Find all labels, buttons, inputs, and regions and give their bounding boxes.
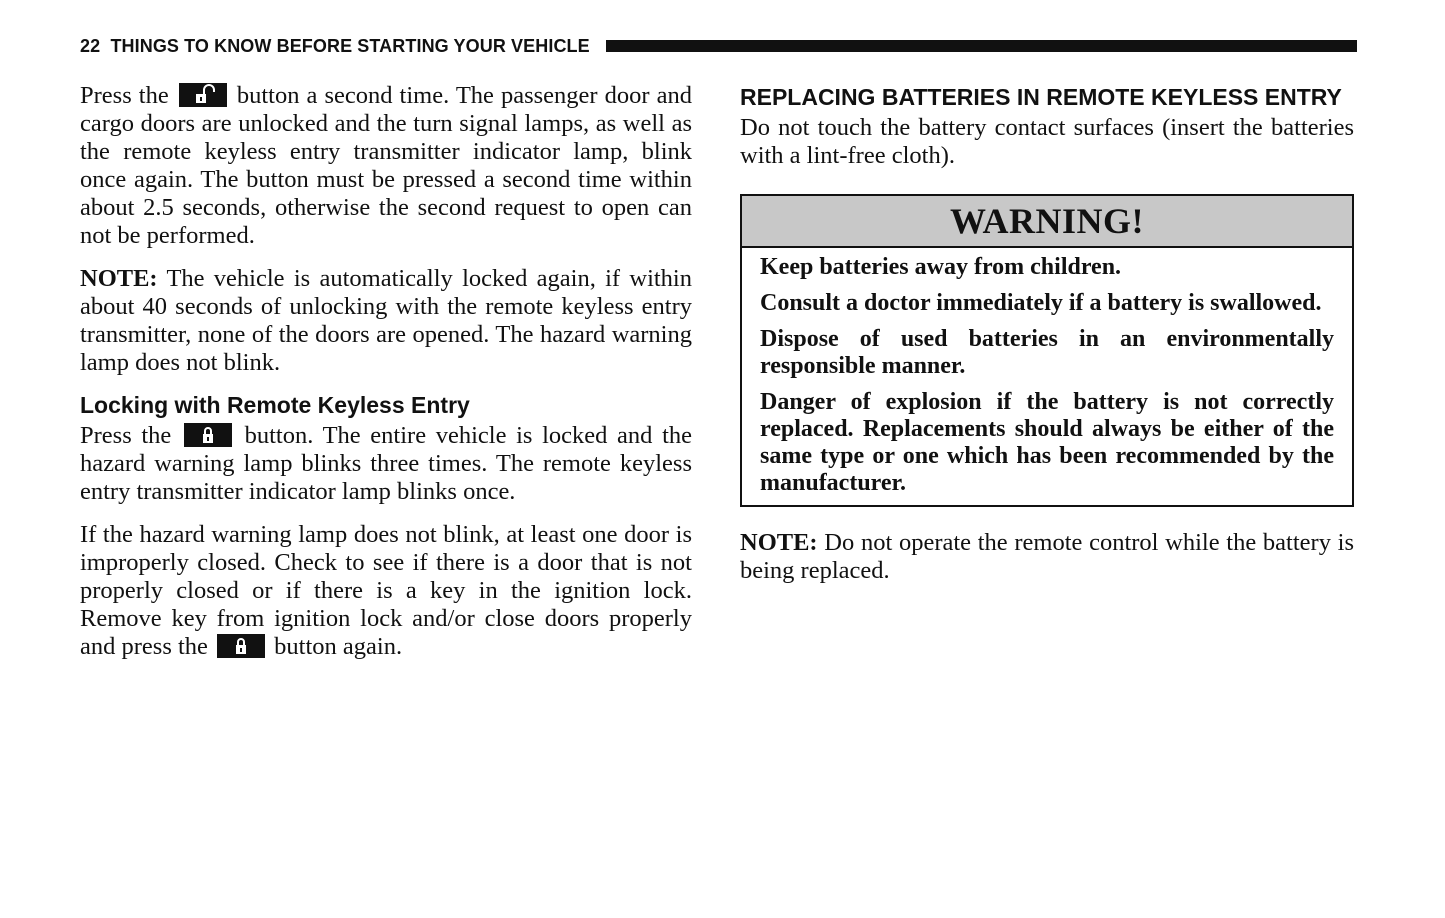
- note-label: NOTE:: [80, 265, 158, 292]
- warning-item: Danger of explosion if the battery is not correctly replaced. Replacements should always be either of the same type or one which has been recommended by the manufacturer.: [760, 389, 1334, 496]
- right-column: [740, 82, 1354, 585]
- warning-item: Consult a doctor immediately if a battery is swallowed.: [760, 290, 1322, 316]
- para2-text-before: Press the: [80, 422, 172, 449]
- unlock-second-press-paragraph: [80, 82, 692, 250]
- para2-text-after: button. The entire vehicle is locked and the hazard warning lamp blinks three times. The remote keyless entry transmitter indicator lamp blinks once.: [80, 422, 692, 505]
- warning-item: Keep batteries away from children.: [760, 254, 1122, 280]
- note-paragraph-left: [80, 265, 692, 377]
- warning-title: WARNING!: [742, 196, 1352, 248]
- para3-text-before: If the hazard warning lamp does not blink, at least one door is improperly closed. Check to see if there is a door that is not properly closed or if there is a key in the ignition lock. Remove key from ignition lock and/or close doors properly and press the: [80, 521, 692, 660]
- warning-body: [742, 248, 1352, 505]
- page-header-text: [80, 36, 590, 57]
- note-text: The vehicle is automatically locked again, if within about 40 seconds of unlocking with the remote keyless entry transmitter, none of the doors are opened. The hazard warning lamp does not blink.: [80, 265, 692, 376]
- warning-item: Dispose of used batteries in an environmentally responsible manner.: [760, 326, 1334, 379]
- header-rule: [606, 40, 1357, 52]
- left-column: [80, 82, 692, 661]
- note-label: NOTE:: [740, 529, 818, 556]
- lock-icon: [217, 634, 265, 658]
- page-number: 22: [80, 35, 101, 56]
- page-header-title: THINGS TO KNOW BEFORE STARTING YOUR VEHICLE: [110, 35, 590, 56]
- para3-text-after: button again.: [274, 633, 403, 660]
- hazard-lamp-paragraph: [80, 521, 692, 661]
- locking-subheading: Locking with Remote Keyless Entry: [80, 392, 470, 418]
- para1-text-after: button a second time. The passenger door and cargo doors are unlocked and the turn signal lamps, as well as the remote keyless entry transmitter indicator lamp, blink once again. The button must be pressed a second time within about 2.5 seconds, otherwise the second request to open can not be performed.: [80, 82, 692, 249]
- note-paragraph-right: [740, 529, 1354, 585]
- page-header: [80, 34, 1357, 58]
- replacing-batteries-heading: REPLACING BATTERIES IN REMOTE KEYLESS ENTRY: [740, 84, 1342, 110]
- battery-intro-paragraph: Do not touch the battery contact surfaces (insert the batteries with a lint-free cloth).: [740, 114, 1354, 169]
- lock-icon: [184, 423, 232, 447]
- warning-box: [740, 194, 1354, 507]
- note-text: Do not operate the remote control while the battery is being replaced.: [740, 529, 1354, 584]
- para1-text-before: Press the: [80, 82, 169, 109]
- locking-paragraph: [80, 422, 692, 506]
- unlock-icon: [179, 83, 227, 107]
